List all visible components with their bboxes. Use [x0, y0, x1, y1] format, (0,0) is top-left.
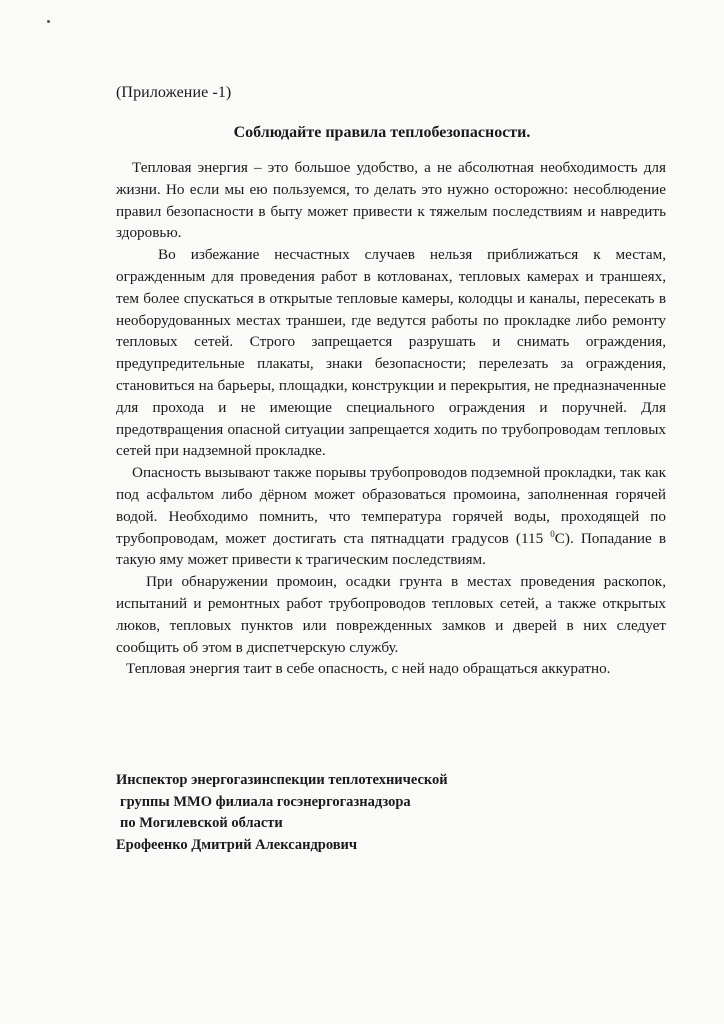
document-body [116, 157, 666, 680]
scan-speck [47, 20, 50, 23]
paragraph-reporting: При обнаружении промоин, осадки грунта в местах проведения раскопок, испытаний и ремонтных работ трубопроводов тепловых сетей, а также открытых люков, тепловых пунктов или поврежденных замков и дверей в них следует сообщить об этом в диспетчерскую службу. [116, 573, 666, 656]
paragraph-closing: Тепловая энергия таит в себе опасность, с ней надо обращаться аккуратно. [126, 660, 611, 678]
paragraph-pipe-bursts-text-end: С). Попадание в такую яму может привести к трагическим последствиям. [116, 529, 666, 569]
paragraph-intro: Тепловая энергия – это большое удобство, а не абсолютная необходимость для жизни. Но если мы ею пользуемся, то делать это нужно осторожно: несоблюдение правил безопасности в быту может привести к тяжелым последствиям и навредить здоровью. [116, 159, 666, 242]
paragraph-pipe-bursts-text: Опасность вызывают также порывы трубопроводов подземной прокладки, так как под асфальтом либо дёрном может образоваться промоина, заполненная горячей водой. Необходимо помнить, что температура горячей воды, проходящей по трубопроводам, может достигать ста пятнадцати градусов (115 [116, 464, 666, 547]
signature-block [116, 770, 448, 856]
signature-position-line: Инспектор энергогазинспекции теплотехнической [116, 772, 448, 788]
document-title: Соблюдайте правила теплобезопасности. [233, 124, 531, 141]
paragraph-pipe-bursts [116, 462, 666, 571]
signature-name-line: Ерофеенко Дмитрий Александрович [116, 836, 358, 853]
degree-superscript: 0 [550, 528, 555, 539]
signature-region-line: по Могилевской области [120, 815, 283, 831]
paragraph-prohibitions: Во избежание несчастных случаев нельзя приближаться к местам, огражденным для проведения работ в котлованах, тепловых камерах и траншеях, тем более спускаться в открытые тепловые камеры, колодцы и каналы, пересекать в необорудованных местах траншеи, где ведутся работы по прокладке либо ремонту тепловых сетей. Строго запрещается разрушать и снимать ограждения, предупредительные плакаты, знаки безопасности; перелезать за ограждения, становиться на барьеры, площадки, конструкции и перекрытия, не предназначенные для прохода и не имеющие специального ограждения и поручней. Для предотвращения опасной ситуации запрещается ходить по трубопроводам тепловых сетей при надземной прокладке. [116, 246, 666, 460]
signature-organization-line: группы ММО филиала госэнергогазнадзора [120, 793, 411, 810]
appendix-label: (Приложение -1) [116, 84, 232, 101]
